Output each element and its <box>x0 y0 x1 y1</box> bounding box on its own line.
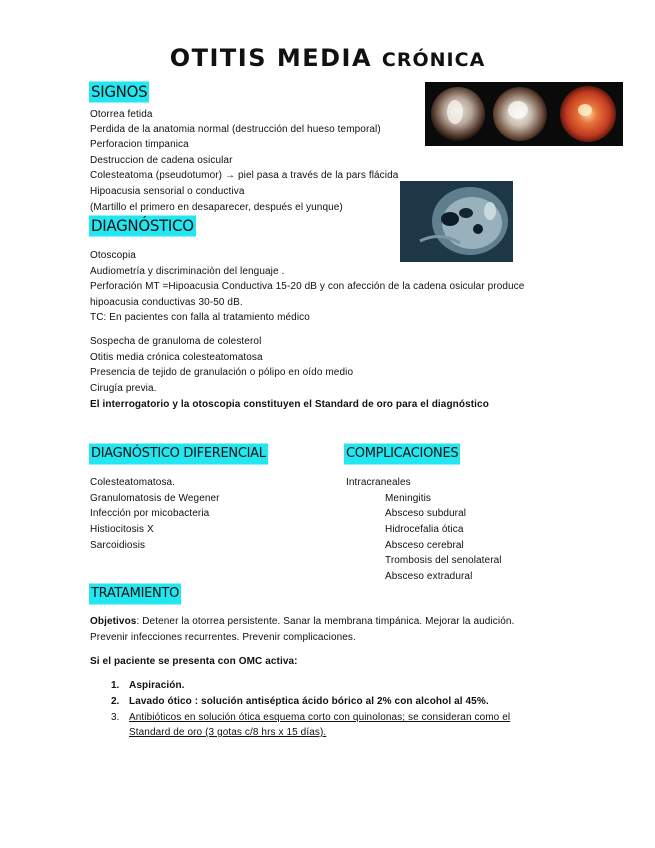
step-text: Lavado ótico : solución antiséptica ácido bórico al 2% con alcohol al 45%. <box>129 696 489 707</box>
diagnostico-line: Presencia de tejido de granulación o pólipo en oído medio <box>90 367 354 378</box>
signos-line: Perforacion timpanica <box>90 139 189 150</box>
signos-line: Destruccion de cadena osicular <box>90 155 233 166</box>
heading-complicaciones: COMPLICACIONES <box>344 444 460 465</box>
diferencial-item: Sarcoidiosis <box>90 540 146 551</box>
objetivos-line <box>90 615 514 628</box>
ct-scan-image <box>400 181 513 262</box>
heading-signos: SIGNOS <box>91 82 148 102</box>
diagnostico-line: Perforación MT =Hipoacusia Conductiva 15-20 dB y con afección de la cadena osicular produce <box>90 281 525 292</box>
step-text-continued: Standard de oro (3 gotas c/8 hrs x 15 días). <box>129 727 327 738</box>
step-number: 3. <box>111 712 120 723</box>
heading-diagnostico: DIAGNÓSTICO <box>91 216 194 236</box>
complicaciones-item: Trombosis del senolateral <box>385 555 502 566</box>
complicaciones-group: Intracraneales <box>346 477 411 488</box>
step-number: 1. <box>111 680 120 691</box>
complicaciones-item: Hidrocefalia ótica <box>385 524 464 535</box>
diagnostico-conclusion: El interrogatorio y la otoscopia constituyen el Standard de oro para el diagnóstico <box>90 399 489 410</box>
page-title <box>0 44 655 72</box>
objetivos-line-2: Prevenir infecciones recurrentes. Prevenir complicaciones. <box>90 632 356 643</box>
diagnostico-line: TC: En pacientes con falla al tratamiento médico <box>90 312 310 323</box>
signos-line: Otorrea fetida <box>90 109 153 120</box>
title-sub: CRÓNICA <box>381 49 486 71</box>
heading-diferencial: DIAGNÓSTICO DIFERENCIAL <box>89 444 268 465</box>
signos-line: Hipoacusia sensorial o conductiva <box>90 186 245 197</box>
diagnostico-line: Cirugía previa. <box>90 383 157 394</box>
diferencial-item: Infección por micobacteria <box>90 508 210 519</box>
complicaciones-item: Absceso extradural <box>385 571 473 582</box>
heading-tratamiento: TRATAMIENTO <box>89 584 181 605</box>
diferencial-item: Histiocitosis X <box>90 524 154 535</box>
complicaciones-item: Absceso subdural <box>385 508 467 519</box>
step-text: Aspiración. <box>129 680 185 691</box>
diagnostico-line: Audiometría y discriminaciòn del lenguaje . <box>90 266 285 277</box>
signos-line: (Martillo el primero en desaparecer, después el yunque) <box>90 202 343 213</box>
signos-line: Colesteatoma (pseudotumor) → piel pasa a través de la pars flácida <box>90 170 399 181</box>
objetivos-text: : Detener la otorrea persistente. Sanar la membrana timpánica. Mejorar la audición. <box>136 616 515 627</box>
objetivos-label: Objetivos <box>90 616 137 627</box>
step-number: 2. <box>111 696 120 707</box>
diagnostico-line: Otoscopia <box>90 250 136 261</box>
signos-line: Perdida de la anatomia normal (destrucción del hueso temporal) <box>90 124 381 135</box>
omc-activa: Si el paciente se presenta con OMC activa: <box>90 656 298 667</box>
title-main: OTITIS MEDIA <box>169 44 373 72</box>
diagnostico-line: hipoacusia conductivas 30-50 dB. <box>90 297 243 308</box>
complicaciones-item: Absceso cerebral <box>385 540 464 551</box>
diferencial-item: Granulomatosis de Wegener <box>90 493 220 504</box>
complicaciones-item: Meningitis <box>385 493 432 504</box>
otoscopy-image <box>425 82 623 146</box>
diagnostico-line: Sospecha de granuloma de colesterol <box>90 336 262 347</box>
diferencial-item: Colesteatomatosa. <box>90 477 176 488</box>
step-text: Antibióticos en solución ótica esquema corto con quinolonas; se consideran como el <box>129 712 511 723</box>
diagnostico-line: Otitis media crónica colesteatomatosa <box>90 352 263 363</box>
